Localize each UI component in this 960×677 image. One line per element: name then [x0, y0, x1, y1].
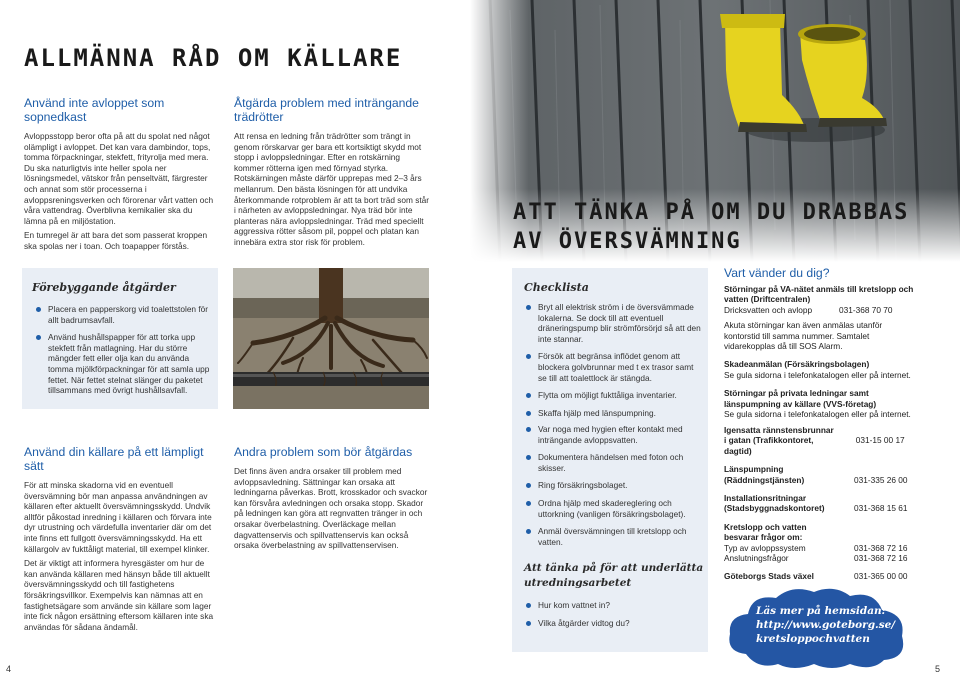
question-item: Hur kom vattnet in?: [524, 600, 704, 611]
paragraph: Det är viktigt att informera hyresgäster om hur de kan använda källaren med hänsyn både till aktuellt översvämningsskydd och till fastighetens försäkringsvillkor. Exempelvis kan nämnas att en fastighetsägare som använde sin källare som lager inte fick någon ersättning eftersom källaren inte ska användas för sådana ändamål.: [24, 558, 214, 632]
investigation-heading: Att tänka på för att underlätta utredningsarbetet: [524, 562, 704, 589]
panel-heading: Checklista: [524, 281, 589, 294]
roots-image: [233, 268, 429, 409]
paragraph: Att rensa en ledning från trädrötter som trängt in genom rörskarvar ger bara ett kortsiktigt skydd mot stopp i avloppsledningar. Efter en rotskärning kommer rötterna igen med förnyad styrka. Rotskärningen måste därför upprepas med 2–3 års mellanrum. Den bästa lösningen för att undvika återkommande rotproblem är att ta bort träd som står i närheten av avloppsledningar. Nya träd bör inte planteras nära avloppsledningar. Träd med speciellt aggressiva rötter såsom pil, poppel och platan kan innebära extra stor risk för problem.: [234, 131, 430, 247]
checklist-continued: [524, 424, 704, 554]
list-item: Placera en papperskorg vid toalettstolen för allt badrumsavfall.: [34, 304, 210, 325]
contact-title: i gatan (Trafikkontoret, dagtid): [724, 435, 814, 456]
contact-title: besvarar frågor om:: [724, 532, 803, 543]
contact-title: Göteborgs Stads växel: [724, 571, 814, 582]
cloud-text: Läs mer på hemsidan:: [756, 605, 886, 617]
contact-title: Störningar på VA-nätet anmäls till kretslopp och vatten (Driftcentralen): [724, 284, 914, 305]
contact-title: (Stadsbyggnadskontoret): [724, 503, 825, 514]
contact-title: Skadeanmälan (Försäkringsbolagen): [724, 359, 870, 370]
checklist-item: Ring försäkringsbolaget.: [524, 480, 704, 491]
page-number-left: 4: [6, 664, 12, 674]
section-heading: Använd din källare på ett lämpligt sätt: [24, 445, 204, 473]
contact-title: Länspumpning: [724, 464, 784, 475]
panel-heading: Förebyggande åtgärder: [32, 281, 176, 294]
question-item: Vilka åtgärder vidtog du?: [524, 618, 704, 629]
section-heading: Andra problem som bör åtgärdas: [234, 445, 413, 459]
list-item: Använd hushållspapper för att torka upp stekfett från matlagning. Har du större mängder fett eller olja kan du använda tomma mjölkförpackningar för att samla upp fettet. När fettet stelnat slänger du paketet tillsammans med övrigt hushållsavfall.: [34, 332, 210, 396]
phone-number: 031-15 00 17: [855, 435, 905, 446]
phone-number: 031-335 26 00: [854, 474, 908, 485]
contact-title: Igensatta rännstensbrunnar: [724, 425, 834, 435]
contacts-section: [724, 266, 919, 419]
contact-label: Anslutningsfrågor: [724, 553, 789, 564]
contact-note: Se gula sidorna i telefonkatalogen eller på internet.: [724, 409, 911, 420]
phone-number: 031-368 15 61: [854, 503, 908, 514]
contact-note: Akuta störningar kan även anmälas utanför kontorstid till samma nummer. Samtalet vidarekopplas då till SOS Alarm.: [724, 320, 883, 352]
tree-roots-illustration: [233, 268, 429, 409]
flood-title: ATT TÄNKA PÅ OM DU DRABBAS AV ÖVERSVÄMNING: [513, 200, 910, 254]
phone-number: 031-368 72 16: [854, 553, 908, 564]
phone-number: 031-365 00 00: [854, 571, 908, 582]
paragraph: En tumregel är att bara det som passerat kroppen ska spolas ner i toan. Och toapapper förstås.: [24, 230, 208, 251]
contact-title: Kretslopp och vatten: [724, 521, 807, 532]
investigation-list: [524, 600, 704, 635]
paragraph: För att minska skadorna vid en eventuell översvämning bör man anpassa användningen av källaren efter aktuellt översvämningsskydd. Undvik alltför påkostad inredning i källaren och förvara inte dyr utrustning och värdefulla inventarier där om det inte finns ett fullgott översvämningsskydd. Ha ett källargolv av fukttåligt material, till exempel klinker.: [24, 480, 212, 554]
contact-title: (Räddningstjänsten): [724, 474, 805, 485]
phone-directory: [724, 425, 934, 582]
contact-title: Störningar på privata ledningar samt länspumpning av källare (VVS-företag): [724, 388, 877, 409]
phone-number: 031-368 70 70: [839, 304, 893, 315]
checklist-item: Dokumentera händelsen med foton och skisser.: [524, 452, 704, 473]
tree-roots-section: [234, 96, 430, 252]
contact-label: Typ av avloppssystem: [724, 542, 806, 553]
checklist-item: Flytta om möjligt fukttåliga inventarier.: [524, 390, 704, 401]
website-cloud[interactable]: [722, 582, 912, 672]
checklist-item: Ordna hjälp med skadereglering och uttorkning (vanligen försäkringsbolaget).: [524, 498, 704, 519]
contact-label: Dricksvatten och avlopp: [724, 304, 813, 315]
checklist-item: Försök att begränsa inflödet genom att blockera golvbrunnar med t ex trasor samt se till att toalettlock är stängda.: [524, 351, 704, 383]
phone-number: 031-368 72 16: [854, 542, 908, 553]
contact-note: Se gula sidorna i telefonkatalogen eller på internet.: [724, 369, 911, 380]
checklist-item: Var noga med hygien efter kontakt med inträngande avloppsvatten.: [524, 424, 704, 445]
paragraph: Avloppsstopp beror ofta på att du spolat ned något olämpligt i avloppet. Det kan vara dambindor, tops, tomma förpackningar, stekfett, frityrolja med mera. Du ska naturligtvis inte heller spola ner lösningsmedel, vätskor från penseltvätt, färgrester och annat som stör processerna i avloppsreningsverken och förorenar vårt vatten och våra vattendrag. Överblivna kemikalier ska du lämna på en miljöstation.: [24, 131, 214, 226]
checklist-item: Anmäl översvämningen till kretslopp och vatten.: [524, 526, 704, 547]
section-heading: Åtgärda problem med inträngande trädrötter: [234, 96, 419, 124]
contact-title: Installationsritningar: [724, 493, 807, 504]
checklist-item: Bryt all elektrisk ström i de översvämmade lokalerna. Se dock till att eventuell dräneringspump blir strömförsörjd så att den inte stannar.: [524, 302, 704, 344]
website-link[interactable]: kretsloppochvatten: [756, 633, 870, 645]
checklist-item: Skaffa hjälp med länspumpning.: [524, 408, 704, 419]
cellar-usage-section: [24, 445, 216, 636]
page-number-right: 5: [935, 664, 941, 674]
section-heading: Vart vänder du dig?: [724, 266, 830, 280]
paragraph: Det finns även andra orsaker till problem med avloppsavledning. Sättningar kan orsaka att ledningarna påverkas. Brott, krosskador och svackor kan försvåra avledningen och orsaka stopp. Skador på ledningen kan göra att regnvatten tränger in och orsakar överbelastning. Överläckage mellan dagvattenservis och spillvattenservis kan också orsaka överbelastning av spillvattenservisen.: [234, 466, 428, 551]
other-problems-section: [234, 445, 430, 555]
page-title: ALLMÄNNA RÅD OM KÄLLARE: [24, 44, 403, 72]
section-heading: Använd inte avloppet som sopnedkast: [24, 96, 165, 124]
website-link[interactable]: http://www.goteborg.se/: [756, 619, 896, 631]
preventive-panel: [22, 268, 218, 409]
sewer-advice-section: [24, 96, 214, 256]
